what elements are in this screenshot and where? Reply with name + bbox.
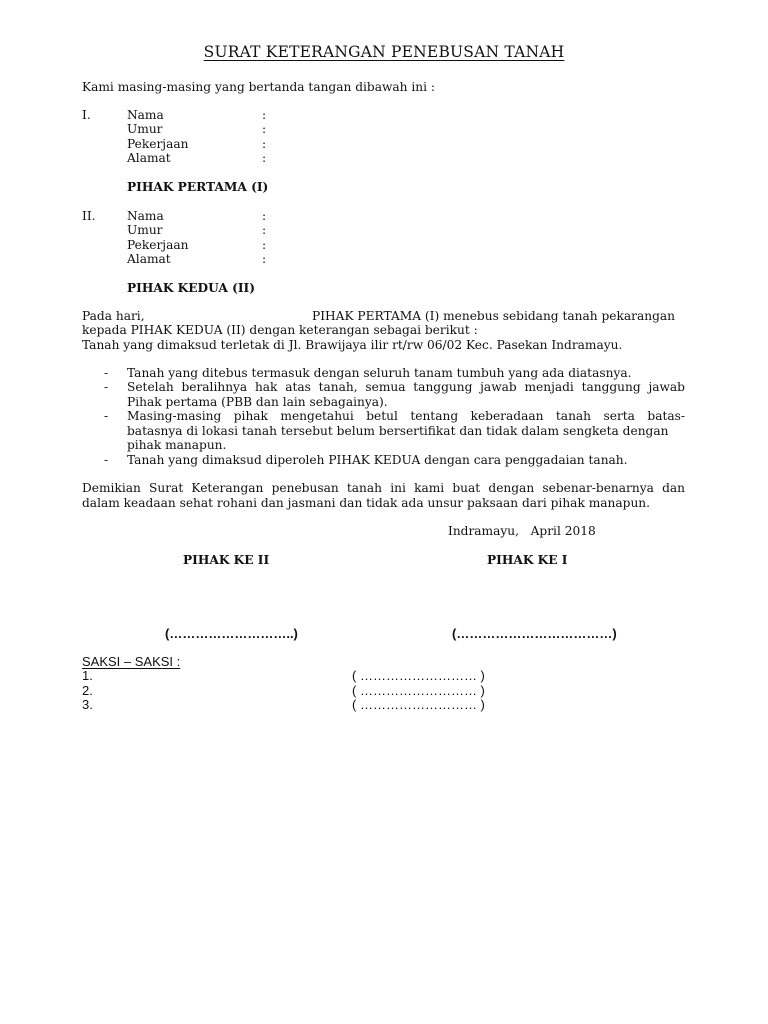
witness-line-1: ( ……………………… )	[352, 668, 485, 683]
witness-line-2: ( ……………………… )	[352, 683, 485, 698]
party1-numeral: I.	[82, 108, 91, 122]
party2-field-alamat: Alamat	[127, 252, 171, 266]
party1-heading: PIHAK PERTAMA (I)	[127, 180, 269, 194]
bullet-3-line3: pihak manapun.	[127, 438, 227, 452]
party1-field-alamat: Alamat	[127, 151, 171, 165]
party1-field-nama: Nama	[127, 108, 164, 122]
place-date: Indramayu, April 2018	[448, 524, 596, 538]
party2-colon-umur: :	[262, 223, 267, 237]
paragraph1-line1: PIHAK PERTAMA (I) menebus sebidang tanah pekarangan	[312, 309, 675, 323]
party1-colon-nama: :	[262, 108, 267, 122]
bullet-dash: -	[104, 453, 109, 467]
party2-heading: PIHAK KEDUA (II)	[127, 281, 256, 295]
party1-colon-umur: :	[262, 122, 267, 136]
bullet-1: Tanah yang ditebus termasuk dengan seluruh tanam tumbuh yang ada diatasnya.	[127, 366, 632, 380]
party2-colon-alamat: :	[262, 252, 267, 266]
signature-label-left: PIHAK KE II	[183, 553, 270, 567]
party2-field-pekerjaan: Pekerjaan	[127, 238, 189, 252]
signature-label-right: PIHAK KE I	[487, 553, 568, 567]
paragraph1-line2: kepada PIHAK KEDUA (II) dengan keterangan sebagai berikut :	[82, 323, 478, 337]
party2-colon-pekerjaan: :	[262, 238, 267, 252]
party1-field-pekerjaan: Pekerjaan	[127, 137, 189, 151]
bullet-dash: -	[104, 409, 109, 423]
bullet-2-line2: Pihak pertama (PBB dan lain sebagainya).	[127, 395, 388, 409]
party2-field-umur: Umur	[127, 223, 163, 237]
witness-number-1: 1.	[82, 668, 93, 683]
witness-number-3: 3.	[82, 697, 93, 712]
party1-field-umur: Umur	[127, 122, 163, 136]
bullet-dash: -	[104, 366, 109, 380]
party1-colon-alamat: :	[262, 151, 267, 165]
signature-line-right: (………………………………)	[452, 626, 617, 641]
party2-numeral: II.	[82, 209, 96, 223]
paragraph1-line3: Tanah yang dimaksud terletak di Jl. Brawijaya ilir rt/rw 06/02 Kec. Pasekan Indramayu.	[82, 338, 623, 352]
signature-line-left: (………………………..)	[165, 626, 298, 641]
bullet-dash: -	[104, 380, 109, 394]
bullet-3-line2: batasnya di lokasi tanah tersebut belum bersertifikat dan tidak dalam sengketa dengan	[127, 424, 669, 438]
paragraph1-day: Pada hari,	[82, 309, 145, 323]
intro-text: Kami masing-masing yang bertanda tangan dibawah ini :	[82, 80, 436, 94]
party1-colon-pekerjaan: :	[262, 137, 267, 151]
document-title: SURAT KETERANGAN PENEBUSAN TANAH	[203, 43, 565, 61]
party2-field-nama: Nama	[127, 209, 164, 223]
party2-colon-nama: :	[262, 209, 267, 223]
bullet-4: Tanah yang dimaksud diperoleh PIHAK KEDUA dengan cara penggadaian tanah.	[127, 453, 628, 467]
witness-number-2: 2.	[82, 683, 93, 698]
witnesses-heading: SAKSI – SAKSI :	[82, 654, 181, 669]
closing-line1: Demikian Surat Keterangan penebusan tanah ini kami buat dengan sebenar-benarnya dan	[82, 481, 685, 495]
bullet-3-line1: Masing-masing pihak mengetahui betul tentang keberadaan tanah serta batas-	[127, 409, 685, 423]
bullet-2-line1: Setelah beralihnya hak atas tanah, semua tanggung jawab menjadi tanggung jawab	[127, 380, 685, 394]
closing-line2: dalam keadaan sehat rohani dan jasmani dan tidak ada unsur paksaan dari pihak manapun.	[82, 496, 651, 510]
witness-line-3: ( ……………………… )	[352, 697, 485, 712]
